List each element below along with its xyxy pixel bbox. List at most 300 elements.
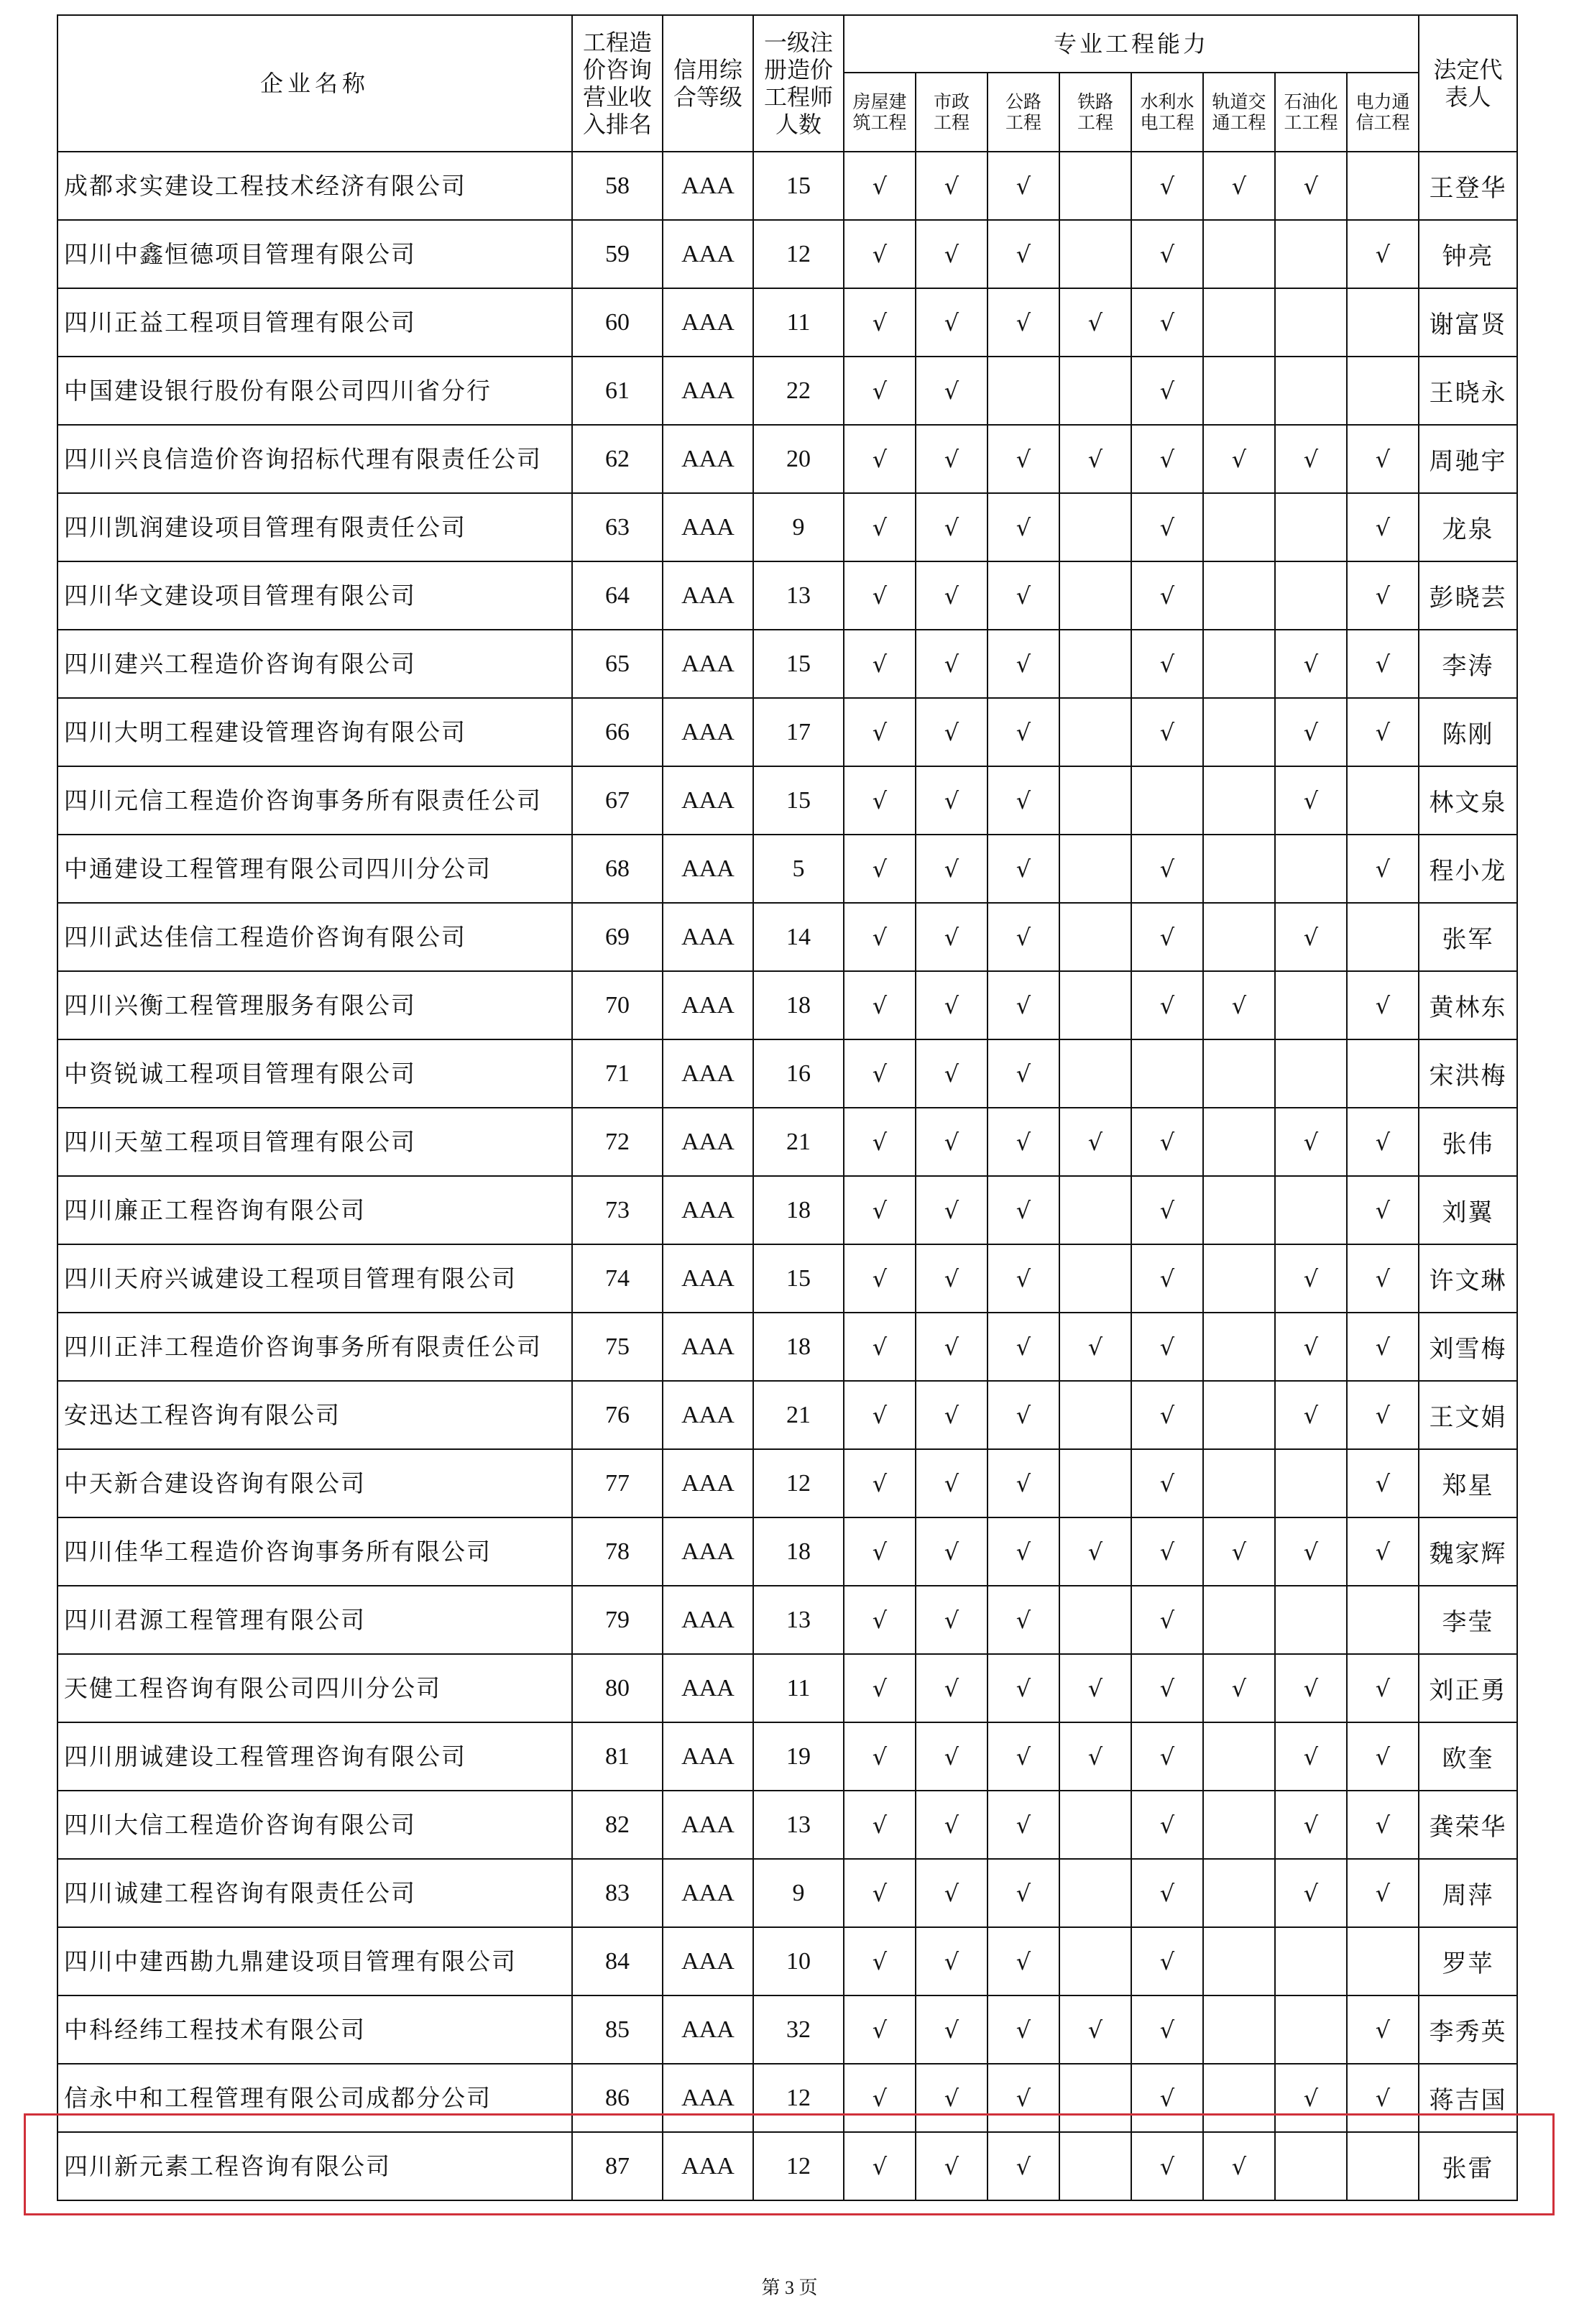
capability-cell bbox=[1347, 152, 1419, 220]
check-mark: √ bbox=[1016, 1879, 1031, 1907]
capability-cell bbox=[844, 2132, 916, 2200]
check-mark: √ bbox=[944, 445, 959, 473]
header-rank: 工程造价咨询营业收入排名 bbox=[572, 15, 663, 152]
capability-cell bbox=[844, 1654, 916, 1722]
capability-cell bbox=[844, 698, 916, 766]
company-name-cell: 四川天府兴诚建设工程项目管理有限公司 bbox=[57, 1244, 572, 1313]
capability-cell bbox=[1059, 1654, 1131, 1722]
company-name-cell: 四川中鑫恒德项目管理有限公司 bbox=[57, 220, 572, 288]
check-mark: √ bbox=[1087, 445, 1103, 473]
capability-cell bbox=[1059, 152, 1131, 220]
check-mark: √ bbox=[1159, 513, 1175, 541]
capability-cell bbox=[1347, 835, 1419, 903]
capability-cell bbox=[1203, 1791, 1275, 1859]
legal-rep-cell: 许文琳 bbox=[1419, 1244, 1517, 1313]
check-mark: √ bbox=[944, 1469, 959, 1497]
check-mark: √ bbox=[1087, 2016, 1103, 2044]
capability-cell bbox=[844, 220, 916, 288]
check-mark: √ bbox=[944, 1401, 959, 1429]
check-mark: √ bbox=[1375, 1811, 1391, 1839]
capability-cell bbox=[1131, 903, 1203, 971]
check-mark: √ bbox=[944, 377, 959, 405]
header-engineers: 一级注册造价工程师人数 bbox=[753, 15, 844, 152]
capability-cell bbox=[844, 1859, 916, 1927]
table-row bbox=[57, 630, 1517, 698]
capability-cell bbox=[1203, 971, 1275, 1039]
engineers-cell: 13 bbox=[753, 1791, 844, 1859]
capability-cell bbox=[916, 1722, 988, 1791]
check-mark: √ bbox=[1159, 923, 1175, 951]
check-mark: √ bbox=[1159, 1128, 1175, 1156]
check-mark: √ bbox=[944, 855, 959, 883]
capability-cell bbox=[988, 1244, 1059, 1313]
legal-rep-cell: 钟亮 bbox=[1419, 220, 1517, 288]
check-mark: √ bbox=[1159, 1947, 1175, 1975]
check-mark: √ bbox=[1231, 1674, 1247, 1702]
check-mark: √ bbox=[1375, 1674, 1391, 1702]
capability-cell bbox=[1203, 152, 1275, 220]
capability-cell bbox=[1347, 2064, 1419, 2132]
check-mark: √ bbox=[944, 1742, 959, 1770]
company-name-cell: 四川正沣工程造价咨询事务所有限责任公司 bbox=[57, 1313, 572, 1381]
check-mark: √ bbox=[944, 1947, 959, 1975]
check-mark: √ bbox=[1159, 308, 1175, 336]
check-mark: √ bbox=[1303, 718, 1319, 746]
check-mark: √ bbox=[1016, 718, 1031, 746]
check-mark: √ bbox=[1016, 1538, 1031, 1566]
capability-cell bbox=[844, 971, 916, 1039]
capability-cell bbox=[1131, 152, 1203, 220]
check-mark: √ bbox=[1016, 1606, 1031, 1634]
check-mark: √ bbox=[1087, 1538, 1103, 1566]
capability-cell bbox=[988, 1313, 1059, 1381]
capability-cell bbox=[1347, 1176, 1419, 1244]
capability-cell bbox=[1131, 1313, 1203, 1381]
capability-cell bbox=[1275, 1586, 1347, 1654]
capability-cell bbox=[1275, 152, 1347, 220]
check-mark: √ bbox=[1159, 2084, 1175, 2112]
engineers-cell: 17 bbox=[753, 698, 844, 766]
company-name-cell: 四川兴良信造价咨询招标代理有限责任公司 bbox=[57, 425, 572, 493]
capability-cell bbox=[1131, 1927, 1203, 1995]
capability-cell bbox=[1131, 1722, 1203, 1791]
check-mark: √ bbox=[1303, 1538, 1319, 1566]
table-row bbox=[57, 766, 1517, 835]
check-mark: √ bbox=[1303, 1742, 1319, 1770]
capability-cell bbox=[1203, 1039, 1275, 1108]
capability-cell bbox=[1347, 493, 1419, 561]
legal-rep-cell: 张伟 bbox=[1419, 1108, 1517, 1176]
capability-cell bbox=[1131, 1244, 1203, 1313]
capability-cell bbox=[988, 2064, 1059, 2132]
table-body bbox=[57, 152, 1517, 2200]
check-mark: √ bbox=[1375, 2084, 1391, 2112]
capability-cell bbox=[988, 1586, 1059, 1654]
check-mark: √ bbox=[944, 308, 959, 336]
capability-cell bbox=[1203, 1722, 1275, 1791]
capability-cell bbox=[988, 1859, 1059, 1927]
rank-cell: 65 bbox=[572, 630, 663, 698]
company-name-cell: 四川佳华工程造价咨询事务所有限公司 bbox=[57, 1517, 572, 1586]
engineers-cell: 18 bbox=[753, 1176, 844, 1244]
check-mark: √ bbox=[944, 2152, 959, 2180]
capability-cell bbox=[1131, 1108, 1203, 1176]
capability-cell bbox=[1131, 2064, 1203, 2132]
check-mark: √ bbox=[1016, 582, 1031, 610]
check-mark: √ bbox=[872, 1469, 888, 1497]
capability-cell bbox=[1347, 698, 1419, 766]
check-mark: √ bbox=[872, 240, 888, 268]
capability-cell bbox=[988, 152, 1059, 220]
capability-cell bbox=[1347, 1108, 1419, 1176]
capability-cell bbox=[1203, 630, 1275, 698]
capability-cell bbox=[1059, 766, 1131, 835]
credit-cell: AAA bbox=[663, 630, 753, 698]
capability-cell bbox=[1203, 1108, 1275, 1176]
check-mark: √ bbox=[1303, 1333, 1319, 1361]
check-mark: √ bbox=[872, 650, 888, 678]
capability-cell bbox=[1131, 698, 1203, 766]
engineers-cell: 12 bbox=[753, 2064, 844, 2132]
check-mark: √ bbox=[1375, 718, 1391, 746]
capability-cell bbox=[1275, 1313, 1347, 1381]
company-name-cell: 四川君源工程管理有限公司 bbox=[57, 1586, 572, 1654]
table-row bbox=[57, 698, 1517, 766]
check-mark: √ bbox=[944, 1606, 959, 1634]
capability-cell bbox=[1347, 1791, 1419, 1859]
credit-cell: AAA bbox=[663, 1517, 753, 1586]
credit-cell: AAA bbox=[663, 1108, 753, 1176]
company-name-cell: 四川中建西勘九鼎建设项目管理有限公司 bbox=[57, 1927, 572, 1995]
capability-cell bbox=[1059, 1927, 1131, 1995]
check-mark: √ bbox=[944, 1879, 959, 1907]
check-mark: √ bbox=[1375, 2016, 1391, 2044]
credit-cell: AAA bbox=[663, 1654, 753, 1722]
company-name-cell: 信永中和工程管理有限公司成都分公司 bbox=[57, 2064, 572, 2132]
company-name-cell: 四川元信工程造价咨询事务所有限责任公司 bbox=[57, 766, 572, 835]
check-mark: √ bbox=[1375, 1128, 1391, 1156]
engineers-cell: 12 bbox=[753, 220, 844, 288]
check-mark: √ bbox=[944, 1674, 959, 1702]
credit-cell: AAA bbox=[663, 766, 753, 835]
check-mark: √ bbox=[1159, 855, 1175, 883]
legal-rep-cell: 李涛 bbox=[1419, 630, 1517, 698]
header-credit: 信用综合等级 bbox=[663, 15, 753, 152]
check-mark: √ bbox=[872, 2084, 888, 2112]
capability-cell bbox=[988, 2132, 1059, 2200]
check-mark: √ bbox=[1159, 1333, 1175, 1361]
check-mark: √ bbox=[1375, 650, 1391, 678]
check-mark: √ bbox=[1159, 1742, 1175, 1770]
check-mark: √ bbox=[1375, 1401, 1391, 1429]
check-mark: √ bbox=[1016, 1947, 1031, 1975]
credit-cell: AAA bbox=[663, 1449, 753, 1517]
capability-cell bbox=[1203, 1859, 1275, 1927]
check-mark: √ bbox=[1303, 1264, 1319, 1292]
capability-cell bbox=[1059, 357, 1131, 425]
engineers-cell: 20 bbox=[753, 425, 844, 493]
check-mark: √ bbox=[872, 923, 888, 951]
table-row bbox=[57, 288, 1517, 357]
check-mark: √ bbox=[944, 1333, 959, 1361]
capability-cell bbox=[1131, 357, 1203, 425]
capability-cell bbox=[1275, 493, 1347, 561]
check-mark: √ bbox=[872, 445, 888, 473]
capability-cell bbox=[916, 1586, 988, 1654]
capability-cell bbox=[1131, 288, 1203, 357]
check-mark: √ bbox=[1231, 172, 1247, 200]
capability-cell bbox=[1275, 1039, 1347, 1108]
engineers-cell: 9 bbox=[753, 493, 844, 561]
capability-cell bbox=[844, 1039, 916, 1108]
legal-rep-cell: 刘翼 bbox=[1419, 1176, 1517, 1244]
capability-cell bbox=[988, 630, 1059, 698]
engineers-cell: 16 bbox=[753, 1039, 844, 1108]
check-mark: √ bbox=[872, 1606, 888, 1634]
check-mark: √ bbox=[1303, 2084, 1319, 2112]
rank-cell: 67 bbox=[572, 766, 663, 835]
check-mark: √ bbox=[944, 1264, 959, 1292]
capability-cell bbox=[1275, 1449, 1347, 1517]
legal-rep-cell: 彭晓芸 bbox=[1419, 561, 1517, 630]
legal-rep-cell: 张雷 bbox=[1419, 2132, 1517, 2200]
check-mark: √ bbox=[944, 2016, 959, 2044]
capability-cell bbox=[1131, 561, 1203, 630]
check-mark: √ bbox=[1159, 2152, 1175, 2180]
capability-cell bbox=[1059, 1381, 1131, 1449]
engineers-cell: 11 bbox=[753, 288, 844, 357]
engineers-cell: 13 bbox=[753, 1586, 844, 1654]
rank-cell: 80 bbox=[572, 1654, 663, 1722]
company-name-cell: 四川华文建设项目管理有限公司 bbox=[57, 561, 572, 630]
capability-cell bbox=[916, 766, 988, 835]
table-row bbox=[57, 357, 1517, 425]
legal-rep-cell: 魏家辉 bbox=[1419, 1517, 1517, 1586]
capability-cell bbox=[1131, 1039, 1203, 1108]
table-row bbox=[57, 903, 1517, 971]
capability-cell bbox=[916, 1927, 988, 1995]
capability-cell bbox=[1131, 1995, 1203, 2064]
capability-cell bbox=[988, 971, 1059, 1039]
capability-cell bbox=[1347, 425, 1419, 493]
header-cap-railway: 铁路工程 bbox=[1059, 73, 1131, 152]
capability-cell bbox=[1275, 766, 1347, 835]
capability-cell bbox=[1203, 1449, 1275, 1517]
check-mark: √ bbox=[1375, 513, 1391, 541]
check-mark: √ bbox=[872, 172, 888, 200]
check-mark: √ bbox=[1016, 1128, 1031, 1156]
legal-rep-cell: 郑星 bbox=[1419, 1449, 1517, 1517]
credit-cell: AAA bbox=[663, 2064, 753, 2132]
check-mark: √ bbox=[1016, 991, 1031, 1019]
rank-cell: 58 bbox=[572, 152, 663, 220]
capability-cell bbox=[1059, 1586, 1131, 1654]
capability-cell bbox=[1203, 425, 1275, 493]
legal-rep-cell: 宋洪梅 bbox=[1419, 1039, 1517, 1108]
capability-cell bbox=[1059, 630, 1131, 698]
capability-cell bbox=[988, 766, 1059, 835]
capability-cell bbox=[1347, 766, 1419, 835]
capability-cell bbox=[988, 1722, 1059, 1791]
check-mark: √ bbox=[872, 2016, 888, 2044]
capability-cell bbox=[1131, 1517, 1203, 1586]
check-mark: √ bbox=[1016, 513, 1031, 541]
capability-cell bbox=[916, 1654, 988, 1722]
capability-cell bbox=[988, 288, 1059, 357]
rank-cell: 70 bbox=[572, 971, 663, 1039]
capability-cell bbox=[1059, 1313, 1131, 1381]
capability-cell bbox=[988, 561, 1059, 630]
table-row bbox=[57, 1722, 1517, 1791]
table-row bbox=[57, 152, 1517, 220]
capability-cell bbox=[988, 1039, 1059, 1108]
capability-cell bbox=[1347, 2132, 1419, 2200]
capability-cell bbox=[1275, 903, 1347, 971]
capability-cell bbox=[1347, 1654, 1419, 1722]
check-mark: √ bbox=[1016, 1811, 1031, 1839]
table-row bbox=[57, 1791, 1517, 1859]
capability-cell bbox=[916, 1517, 988, 1586]
credit-cell: AAA bbox=[663, 152, 753, 220]
capability-cell bbox=[1275, 220, 1347, 288]
check-mark: √ bbox=[1303, 1674, 1319, 1702]
check-mark: √ bbox=[1016, 923, 1031, 951]
company-name-cell: 中科经纬工程技术有限公司 bbox=[57, 1995, 572, 2064]
check-mark: √ bbox=[872, 1196, 888, 1224]
capability-cell bbox=[1059, 1791, 1131, 1859]
capability-cell bbox=[844, 152, 916, 220]
capability-cell bbox=[1131, 835, 1203, 903]
capability-cell bbox=[1347, 1927, 1419, 1995]
check-mark: √ bbox=[1016, 2084, 1031, 2112]
check-mark: √ bbox=[872, 1401, 888, 1429]
check-mark: √ bbox=[1375, 445, 1391, 473]
header-capability: 专业工程能力 bbox=[844, 15, 1419, 73]
rank-cell: 59 bbox=[572, 220, 663, 288]
capability-cell bbox=[1131, 425, 1203, 493]
capability-cell bbox=[1347, 357, 1419, 425]
table-row bbox=[57, 1654, 1517, 1722]
credit-cell: AAA bbox=[663, 1176, 753, 1244]
rank-cell: 73 bbox=[572, 1176, 663, 1244]
capability-cell bbox=[988, 1176, 1059, 1244]
legal-rep-cell: 陈刚 bbox=[1419, 698, 1517, 766]
check-mark: √ bbox=[872, 1947, 888, 1975]
credit-cell: AAA bbox=[663, 2132, 753, 2200]
table-row bbox=[57, 2064, 1517, 2132]
capability-cell bbox=[1347, 1449, 1419, 1517]
capability-cell bbox=[988, 835, 1059, 903]
table-row bbox=[57, 1995, 1517, 2064]
engineers-cell: 18 bbox=[753, 971, 844, 1039]
capability-cell bbox=[1275, 1381, 1347, 1449]
company-name-cell: 天健工程咨询有限公司四川分公司 bbox=[57, 1654, 572, 1722]
capability-cell bbox=[1131, 1586, 1203, 1654]
credit-cell: AAA bbox=[663, 1995, 753, 2064]
capability-cell bbox=[916, 1176, 988, 1244]
capability-cell bbox=[916, 561, 988, 630]
capability-cell bbox=[1275, 288, 1347, 357]
capability-cell bbox=[844, 357, 916, 425]
table-row bbox=[57, 1176, 1517, 1244]
rank-cell: 69 bbox=[572, 903, 663, 971]
engineers-cell: 18 bbox=[753, 1517, 844, 1586]
capability-cell bbox=[1275, 1517, 1347, 1586]
credit-cell: AAA bbox=[663, 1791, 753, 1859]
legal-rep-cell: 欧奎 bbox=[1419, 1722, 1517, 1791]
legal-rep-cell: 龚荣华 bbox=[1419, 1791, 1517, 1859]
company-name-cell: 四川兴衡工程管理服务有限公司 bbox=[57, 971, 572, 1039]
company-name-cell: 四川诚建工程咨询有限责任公司 bbox=[57, 1859, 572, 1927]
check-mark: √ bbox=[1016, 2152, 1031, 2180]
capability-cell bbox=[844, 766, 916, 835]
company-name-cell: 四川正益工程项目管理有限公司 bbox=[57, 288, 572, 357]
capability-cell bbox=[844, 835, 916, 903]
legal-rep-cell: 周驰宇 bbox=[1419, 425, 1517, 493]
legal-rep-cell: 程小龙 bbox=[1419, 835, 1517, 903]
capability-cell bbox=[1347, 1859, 1419, 1927]
header-cap-rail-transit: 轨道交通工程 bbox=[1203, 73, 1275, 152]
check-mark: √ bbox=[1303, 1401, 1319, 1429]
capability-cell bbox=[1275, 357, 1347, 425]
capability-cell bbox=[1131, 1654, 1203, 1722]
capability-cell bbox=[1275, 1654, 1347, 1722]
rank-cell: 78 bbox=[572, 1517, 663, 1586]
check-mark: √ bbox=[872, 377, 888, 405]
rank-cell: 64 bbox=[572, 561, 663, 630]
engineers-cell: 9 bbox=[753, 1859, 844, 1927]
rank-cell: 77 bbox=[572, 1449, 663, 1517]
legal-rep-cell: 罗苹 bbox=[1419, 1927, 1517, 1995]
legal-rep-cell: 谢富贤 bbox=[1419, 288, 1517, 357]
capability-cell bbox=[1059, 1244, 1131, 1313]
credit-cell: AAA bbox=[663, 698, 753, 766]
check-mark: √ bbox=[872, 786, 888, 814]
check-mark: √ bbox=[944, 1060, 959, 1088]
rank-cell: 66 bbox=[572, 698, 663, 766]
capability-cell bbox=[1203, 903, 1275, 971]
check-mark: √ bbox=[1303, 1128, 1319, 1156]
enterprise-table bbox=[57, 14, 1518, 2201]
capability-cell bbox=[1347, 1586, 1419, 1654]
rank-cell: 85 bbox=[572, 1995, 663, 2064]
check-mark: √ bbox=[944, 1196, 959, 1224]
capability-cell bbox=[916, 425, 988, 493]
check-mark: √ bbox=[872, 718, 888, 746]
check-mark: √ bbox=[1159, 1606, 1175, 1634]
capability-cell bbox=[1347, 1517, 1419, 1586]
legal-rep-cell: 李秀英 bbox=[1419, 1995, 1517, 2064]
company-name-cell: 成都求实建设工程技术经济有限公司 bbox=[57, 152, 572, 220]
check-mark: √ bbox=[944, 1128, 959, 1156]
capability-cell bbox=[1347, 1313, 1419, 1381]
capability-cell bbox=[844, 1517, 916, 1586]
table-row bbox=[57, 1517, 1517, 1586]
capability-cell bbox=[1203, 357, 1275, 425]
check-mark: √ bbox=[1375, 1469, 1391, 1497]
check-mark: √ bbox=[1303, 923, 1319, 951]
capability-cell bbox=[1131, 630, 1203, 698]
capability-cell bbox=[916, 357, 988, 425]
company-name-cell: 四川大明工程建设管理咨询有限公司 bbox=[57, 698, 572, 766]
check-mark: √ bbox=[1231, 445, 1247, 473]
check-mark: √ bbox=[944, 650, 959, 678]
capability-cell bbox=[988, 425, 1059, 493]
capability-cell bbox=[1059, 288, 1131, 357]
credit-cell: AAA bbox=[663, 288, 753, 357]
table-row bbox=[57, 835, 1517, 903]
check-mark: √ bbox=[1016, 1674, 1031, 1702]
